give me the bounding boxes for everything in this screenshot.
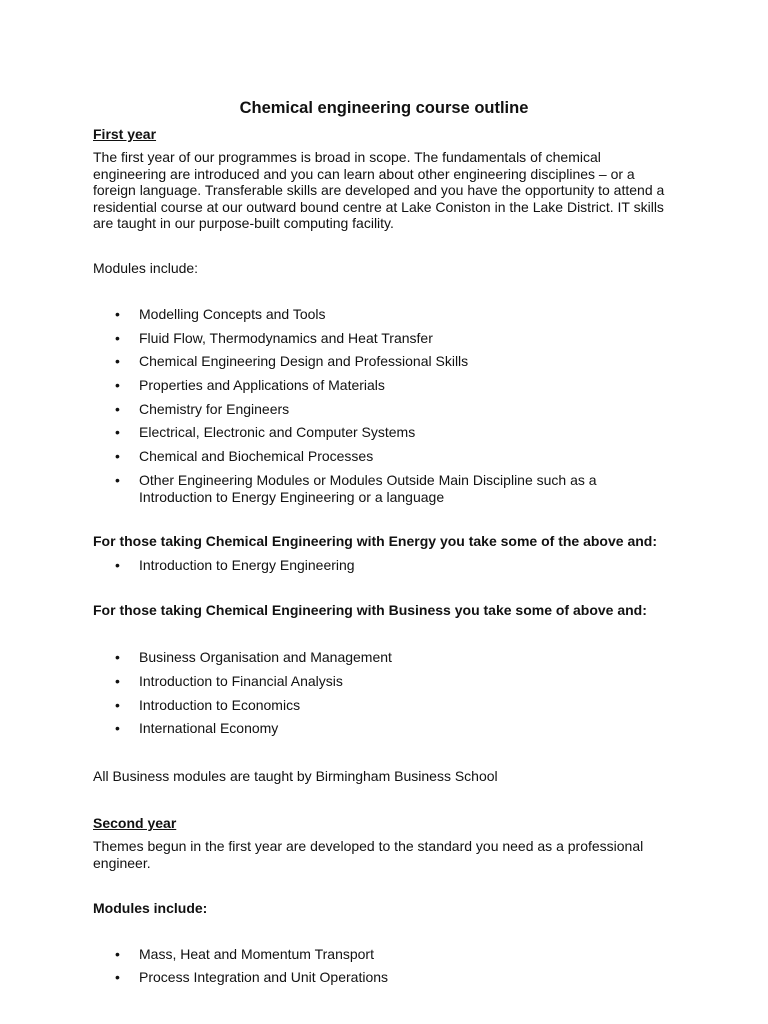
list-item-text: Business Organisation and Management [139,649,392,665]
bullet-icon: • [115,353,120,369]
paragraph-line: The first year of our programmes is broad in scope. The fundamentals of chemical [93,149,601,165]
bullet-icon: • [115,448,120,464]
bullet-icon: • [115,969,120,985]
list-item-text: Modelling Concepts and Tools [139,306,326,322]
list-item-text: International Economy [139,720,279,736]
paragraph-line: foreign language. Transferable skills are developed and you have the opportunity to attend a [93,182,665,198]
bullet-icon: • [115,720,120,736]
paragraph-line: engineer. [93,854,151,871]
paragraph-line: are taught in our purpose-built computing facility. [93,215,394,231]
list-item-text: Other Engineering Modules or Modules Outside Main Discipline such as a [139,472,597,488]
bullet-icon: • [115,401,120,417]
list-item-text: Introduction to Economics [139,697,301,713]
energy-heading: For those taking Chemical Engineering with Energy you take some of the above and: [93,533,657,549]
list-item-text: Fluid Flow, Thermodynamics and Heat Transfer [139,330,433,346]
paragraph-line: residential course at our outward bound centre at Lake Coniston in the Lake District. IT skills [93,198,664,215]
bullet-icon: • [115,946,120,962]
section-heading-second-year: Second year [93,815,177,831]
list-item-text: Properties and Applications of Materials [139,377,385,393]
bullet-icon: • [115,557,120,573]
bullet-icon: • [115,697,120,713]
bullet-icon: • [115,472,120,488]
bullet-icon: • [115,306,120,322]
modules-intro: Modules include: [93,260,199,276]
list-item-text: Introduction to Energy Engineering [139,557,355,573]
bullet-icon: • [115,649,120,665]
page-title: Chemical engineering course outline [239,99,529,117]
business-note: All Business modules are taught by Birmingham Business School [93,768,498,784]
business-heading: For those taking Chemical Engineering with Business you take some of above and: [93,602,647,618]
list-item-text: Introduction to Energy Engineering or a language [139,489,445,505]
bullet-icon: • [115,330,120,346]
list-item-text: Chemistry for Engineers [139,401,290,417]
modules-intro-second-year: Modules include: [93,900,208,916]
list-item-text: Mass, Heat and Momentum Transport [139,946,374,962]
bullet-icon: • [115,377,120,393]
list-item-text: Electrical, Electronic and Computer Systems [139,424,416,440]
section-heading-first-year: First year [93,126,157,142]
bullet-icon: • [115,424,120,440]
paragraph-line: engineering are introduced and you can learn about other engineering disciplines – or a [93,165,635,182]
list-item-text: Chemical Engineering Design and Professional Skills [139,353,469,369]
list-item-text: Chemical and Biochemical Processes [139,448,374,464]
list-item-text: Introduction to Financial Analysis [139,673,343,689]
paragraph-line: Themes begun in the first year are developed to the standard you need as a professional [93,838,644,854]
bullet-icon: • [115,673,120,689]
list-item-text: Process Integration and Unit Operations [139,969,389,985]
